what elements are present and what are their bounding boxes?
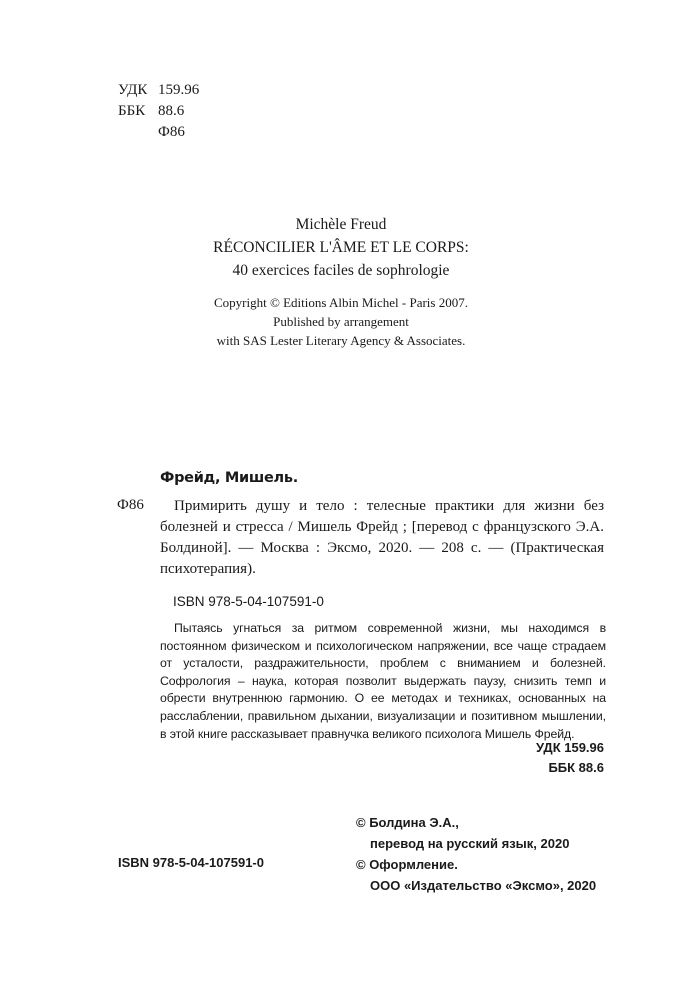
classification-codes — [118, 80, 199, 143]
footer-copyright-4: ООО «Издательство «Эксмо», 2020 — [370, 878, 597, 893]
annotation: Пытаясь угнаться за ритмом современной жизни, мы находимся в постоянном физическом и психологическом напряжении, все чаще страдаем от усталости, раздражительности, проблем с вниманием и болезней. Софрология – наука, которая позволит выдержать паузу, снизить темп и обрести внутреннюю гармонию. О ее методах и техниках, основанных на расслаблении, правильном дыхании, визуализации и позитивном мышлении, в этой книге рассказывает правнучка великого психолога Мишель Фрейд. — [160, 621, 606, 741]
catalog-code: Ф86 — [117, 497, 144, 513]
bbk-bold: ББК 88.6 — [548, 760, 604, 775]
original-edition — [0, 213, 682, 282]
original-subtitle: 40 exercices faciles de sophrologie — [232, 262, 450, 279]
copyright-line-2: Published by arrangement — [273, 314, 409, 329]
catalog-codes-bold — [0, 738, 604, 778]
bbk-label: ББК — [118, 103, 146, 119]
copyright-line-3: with SAS Lester Literary Agency & Associates. — [216, 333, 466, 348]
footer-copyright-2: перевод на русский язык, 2020 — [370, 836, 570, 851]
catalog-description: Примирить душу и тело : телесные практики для жизни без болезней и стресса / Мишель Фрейд ; [перевод с французского Э.А. Болдиной]. — Москва : Эксмо, 2020. — 208 с. — (Практическая психотерапия). — [160, 498, 604, 577]
footer-isbn: ISBN 978-5-04-107591-0 — [118, 855, 264, 870]
bbk-row — [118, 101, 199, 122]
catalog-isbn: ISBN 978-5-04-107591-0 — [173, 594, 324, 609]
footer-copyright-3: © Оформление. — [356, 857, 458, 872]
catalog-author-heading: Фрейд, Мишель. — [160, 470, 298, 486]
udk-value: 159.96 — [158, 82, 200, 98]
udk-bold: УДК 159.96 — [536, 740, 604, 755]
bbk-value: 88.6 — [158, 103, 185, 119]
original-title: RÉCONCILIER L'ÂME ET LE CORPS: — [213, 239, 469, 256]
udk-label: УДК — [118, 82, 148, 98]
udk-row — [118, 80, 199, 101]
original-author: Michèle Freud — [295, 216, 387, 233]
footer-copyright — [356, 812, 596, 896]
author-mark: Ф86 — [158, 124, 185, 140]
original-copyright — [0, 293, 682, 350]
footer-copyright-1: © Болдина Э.А., — [356, 815, 459, 830]
copyright-line-1: Copyright © Editions Albin Michel - Paris 2007. — [214, 295, 468, 310]
